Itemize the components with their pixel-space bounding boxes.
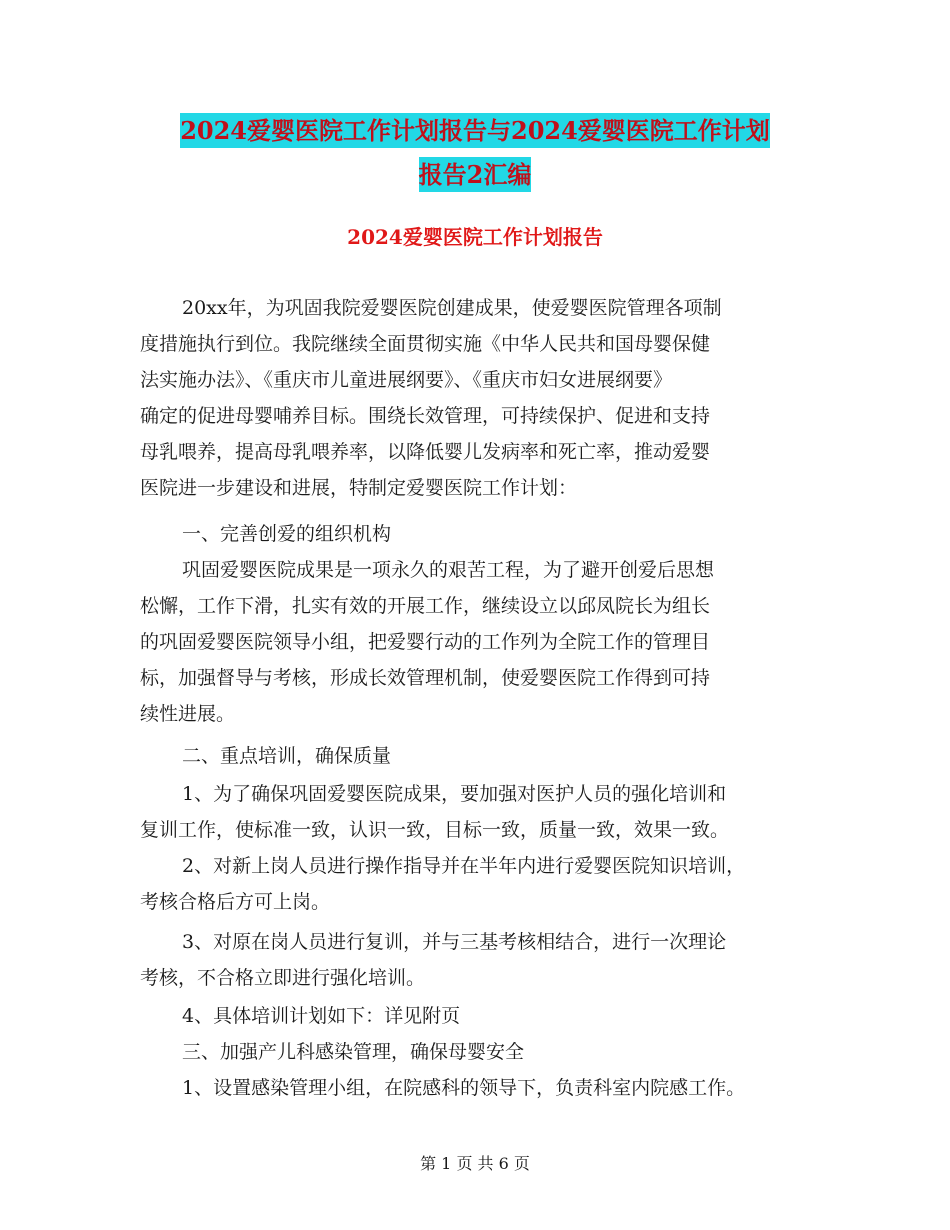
paragraph-line: 4、具体培训计划如下：详见附页 [182,1005,461,1027]
paragraph-line: 度措施执行到位。我院继续全面贯彻实施《中华人民共和国母婴保健 [140,333,711,355]
paragraph-line: 标，加强督导与考核，形成长效管理机制，使爱婴医院工作得到可持 [140,667,711,689]
paragraph-line: 复训工作，使标准一致，认识一致，目标一致，质量一致，效果一致。 [140,819,730,841]
document-title [0,108,950,154]
document-title-line-1: 2024爱婴医院工作计划报告与2024爱婴医院工作计划 [180,113,770,148]
paragraph-line: 考核，不合格立即进行强化培训。 [140,967,426,989]
document-title-continued [0,152,950,198]
paragraph-line: 2、对新上岗人员进行操作指导并在半年内进行爱婴医院知识培训， [182,855,746,877]
paragraph-line: 医院进一步建设和进展，特制定爱婴医院工作计划： [140,477,578,499]
paragraph-line: 20xx年，为巩固我院爱婴医院创建成果，使爱婴医院管理各项制 [182,297,722,319]
paragraph-line: 母乳喂养，提高母乳喂养率，以降低婴儿发病率和死亡率，推动爱婴 [140,441,711,463]
paragraph-line: 松懈，工作下滑，扎实有效的开展工作，继续设立以邱凤院长为组长 [140,595,711,617]
section-heading: 一、完善创爱的组织机构 [182,523,392,545]
paragraph-line: 法实施办法》、《重庆市儿童进展纲要》、《重庆市妇女进展纲要》 [140,369,673,391]
section-heading: 二、重点培训，确保质量 [182,745,392,767]
paragraph-line: 考核合格后方可上岗。 [140,891,331,913]
paragraph-line: 1、为了确保巩固爱婴医院成果，要加强对医护人员的强化培训和 [182,783,727,805]
paragraph-line: 1、设置感染管理小组，在院感科的领导下，负责科室内院感工作。 [182,1077,746,1099]
section-title: 2024爱婴医院工作计划报告 [347,225,603,249]
section-heading: 三、加强产儿科感染管理，确保母婴安全 [182,1041,525,1063]
paragraph-line: 的巩固爱婴医院领导小组，把爱婴行动的工作列为全院工作的管理目 [140,631,711,653]
paragraph-line: 确定的促进母婴哺养目标。围绕长效管理，可持续保护、促进和支持 [140,405,711,427]
paragraph-line: 3、对原在岗人员进行复训，并与三基考核相结合，进行一次理论 [182,931,727,953]
paragraph-line: 巩固爱婴医院成果是一项永久的艰苦工程，为了避开创爱后思想 [182,559,715,581]
page-footer: 第 1 页 共 6 页 [420,1154,530,1173]
paragraph-line: 续性进展。 [140,703,236,725]
document-title-line-2: 报告2汇编 [419,157,532,192]
